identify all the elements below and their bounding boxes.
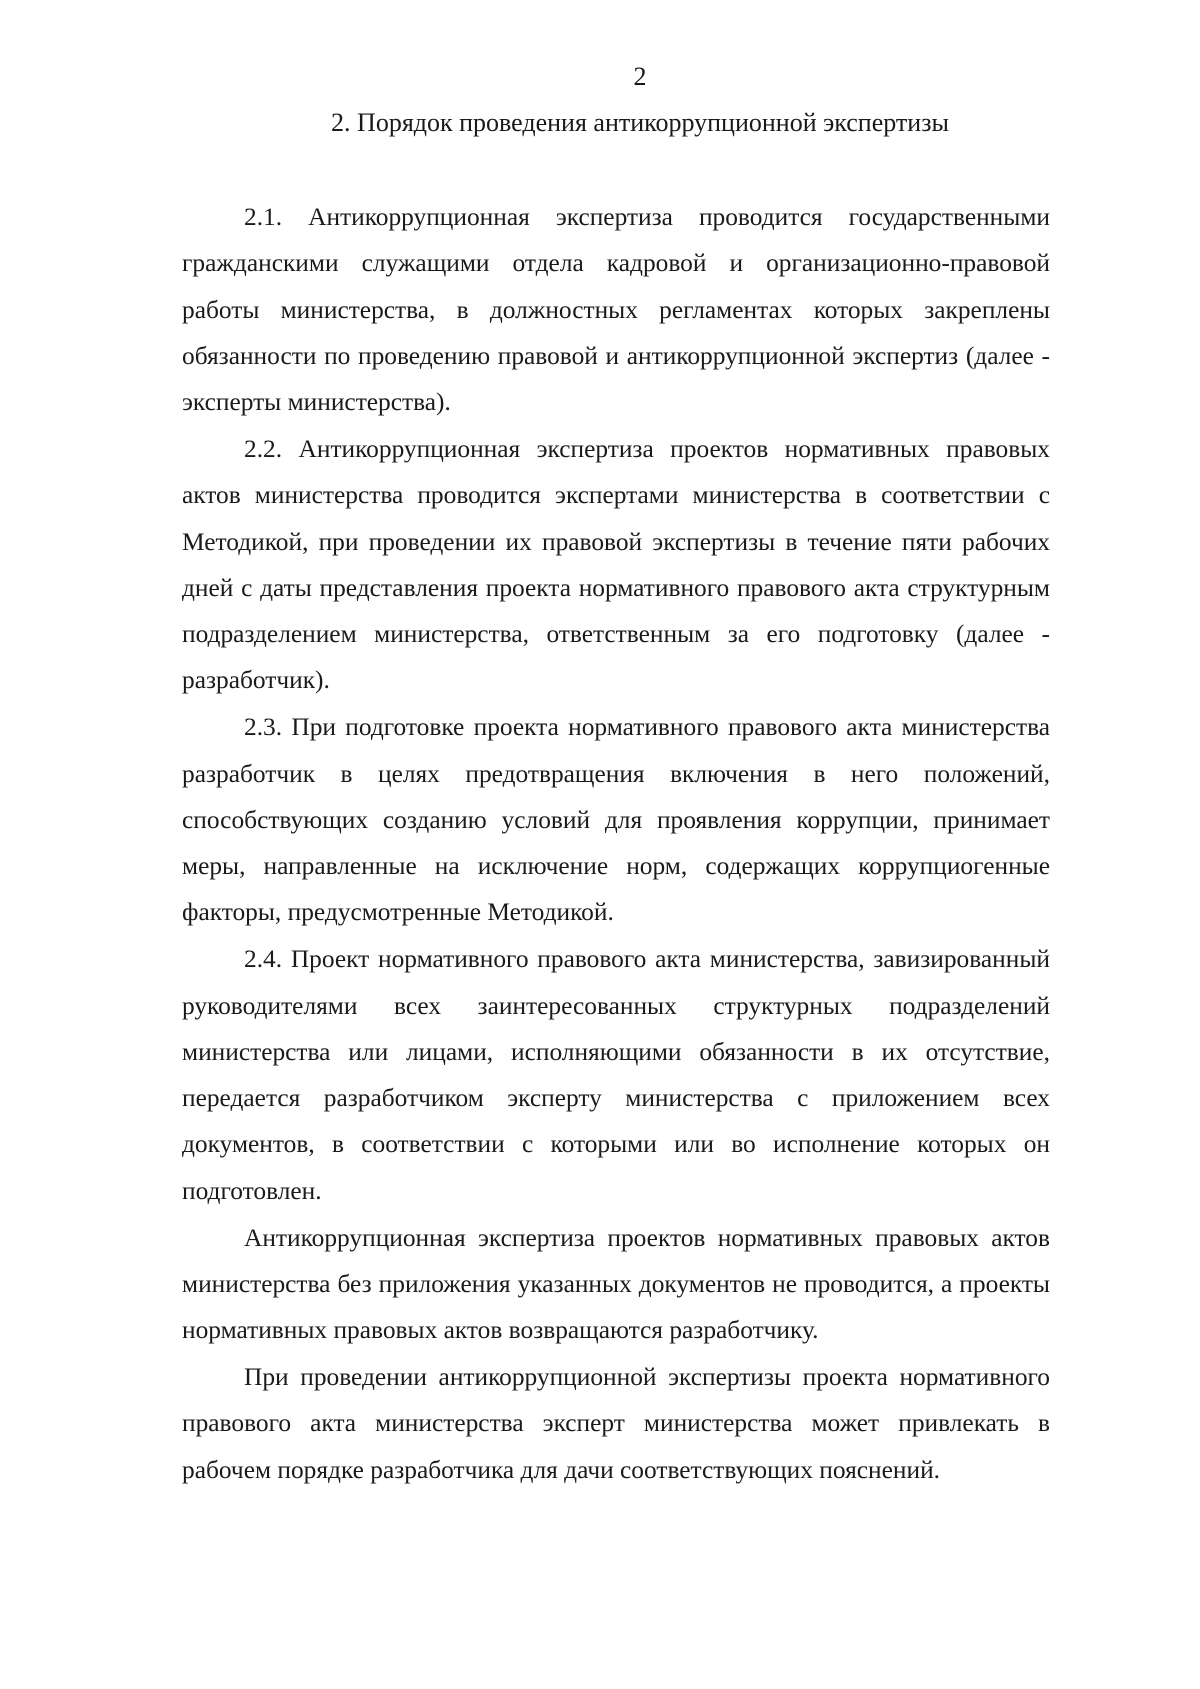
paragraph-2-2: 2.2. Антикоррупционная экспертиза проектов нормативных правовых актов министерства проводится экспертами министерства в соответствии с Методикой, при проведении их правовой экспертизы в течение пяти рабочих дней с даты представления проекта нормативного правового акта структурным подразделением министерства, ответственным за его подготовку (далее - разработчик).	[182, 434, 1050, 695]
paragraph-2-3: 2.3. При подготовке проекта нормативного правового акта министерства разработчик в целях предотвращения включения в него положений, способствующих созданию условий для проявления коррупции, принимает меры, направленные на исключение норм, содержащих коррупциогенные факторы, предусмотренные Методикой.	[182, 713, 1050, 927]
page-number: 2	[633, 62, 647, 91]
paragraph-explanations: При проведении антикоррупционной экспертизы проекта нормативного правового акта министерства эксперт министерства может привлекать в рабочем порядке разработчика для дачи соответствующих пояснений.	[182, 1362, 1050, 1484]
paragraph-no-attachments: Антикоррупционная экспертиза проектов нормативных правовых актов министерства без приложения указанных документов не проводится, а проекты нормативных правовых актов возвращаются разработчику.	[182, 1223, 1050, 1345]
document-body	[182, 194, 1050, 1493]
paragraph-2-4: 2.4. Проект нормативного правового акта министерства, завизированный руководителями всех заинтересованных структурных подразделений министерства или лицами, исполняющими обязанности в их отсутствие, передается разработчиком эксперту министерства с приложением всех документов, в соответствии с которыми или во исполнение которых он подготовлен.	[182, 945, 1050, 1205]
section-title: 2. Порядок проведения антикоррупционной экспертизы	[331, 108, 949, 137]
paragraph-2-1: 2.1. Антикоррупционная экспертиза проводится государственными гражданскими служащими отдела кадровой и организационно-правовой работы министерства, в должностных регламентах которых закреплены обязанности по проведению правовой и антикоррупционной экспертиз (далее - эксперты министерства).	[182, 203, 1050, 417]
